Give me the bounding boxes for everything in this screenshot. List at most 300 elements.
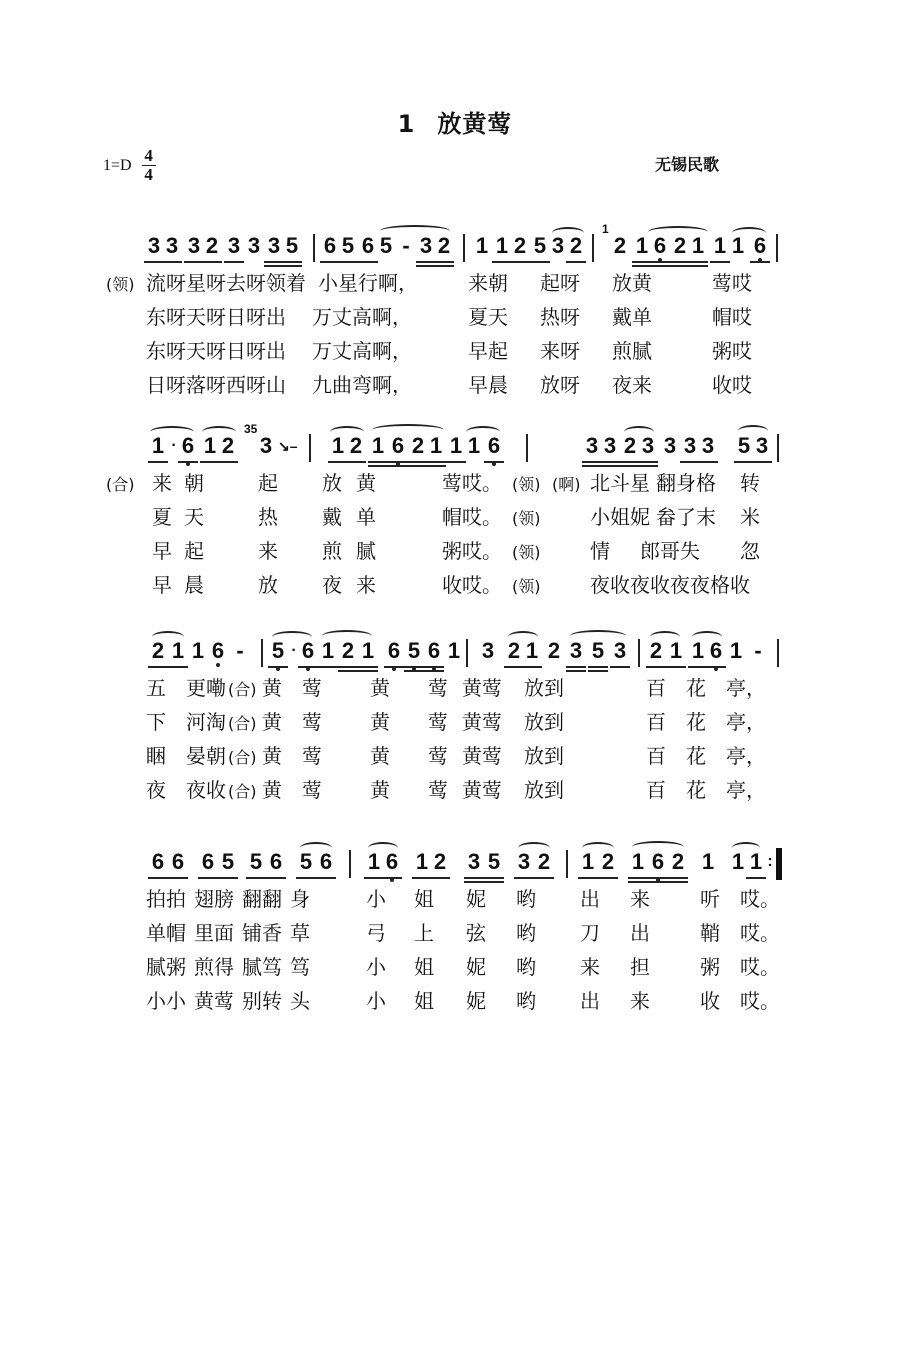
lyric-text: 更嘞 [186,676,226,700]
grace-note: 35 [244,422,258,436]
lyric-text: 煎腻 [612,339,652,363]
note: 6 [181,433,195,458]
lyric-text: 来呀 [540,339,580,363]
slur [518,842,550,854]
glissando-mark: ↘– [278,438,298,454]
lyric-text: 来 [580,955,600,979]
lyric-text: 黄 [370,744,390,768]
lyric-text: 戴单 [612,305,652,329]
lyric-text: 黄 [262,676,282,700]
low-octave-dot [656,878,660,882]
note: 5 [407,638,421,663]
lyric-text: 来 [258,539,278,563]
lyric-text: 放到 [524,744,564,768]
lyric-text: 妮 [466,887,486,911]
low-octave-dot [396,462,400,466]
note: 1 [371,433,385,458]
note: 1 [361,638,375,663]
lyric-text: 妮 [466,989,486,1013]
slur [570,630,626,642]
note: 3 [683,433,697,458]
lyric-verse-4 [0,777,910,803]
barline [777,434,779,462]
note: 3 [551,233,565,258]
barline [463,234,465,262]
lyric-text: 畚了末 [656,505,716,529]
notation-row [0,422,910,462]
note: 3 [267,233,281,258]
note: 3 [227,233,241,258]
lyric-text: 晏朝 [186,744,226,768]
lyric-text: 里面 [194,921,234,945]
lyric-text: 黄 [262,710,282,734]
note: 5 [285,233,299,258]
note: 2 [341,638,355,663]
part-marker: (领) [512,475,541,494]
note: 6 [211,638,225,663]
lyric-text: 早 [152,573,172,597]
barline [261,639,263,667]
lyric-text: 早起 [468,339,508,363]
lyric-text: 哟 [516,989,536,1013]
note: 1 [581,849,595,874]
low-octave-dot [216,663,220,667]
note: 1 [691,638,705,663]
lyric-text: 出 [580,989,600,1013]
part-marker: (领) [512,543,541,562]
lyric-text: 百 [646,676,666,700]
lyric-text: 小 [366,989,386,1013]
time-signature-bottom: 4 [144,165,153,184]
grace-note: 1 [602,222,609,236]
note: 6 [651,849,665,874]
note: 6 [171,849,185,874]
lyric-text: 翻翻 [242,887,282,911]
part-marker: (合) [228,782,257,801]
slur [738,425,768,437]
note: 1 [321,638,335,663]
lyric-text: 小小 [146,989,186,1013]
low-octave-dot [758,258,762,262]
lyric-text: 黄 [370,778,390,802]
note: 1 [495,233,509,258]
note: 6 [653,233,667,258]
lyric-text: 头 [290,989,310,1013]
low-octave-dot [306,667,310,671]
barline [526,434,528,462]
low-octave-dot [658,258,662,262]
lyric-text: 放到 [524,676,564,700]
note: 3 [259,433,273,458]
lyric-text: 夜 [322,573,342,597]
note: 1 [635,233,649,258]
low-octave-dot [714,667,718,671]
lyric-text: 哎。 [740,887,780,911]
lyric-verse-3 [0,743,910,769]
note: 1 [525,638,539,663]
note: 1 [449,433,463,458]
low-octave-dot [276,667,280,671]
lyric-text: 热 [258,505,278,529]
lyric-text: 笃 [290,955,310,979]
note: 1 [171,638,185,663]
lyric-text: 晨 [184,573,204,597]
lyric-text: 放到 [524,710,564,734]
note: 3 [165,233,179,258]
lyric-text: 小 [366,887,386,911]
lyric-text: 莺哎。 [442,471,502,495]
lyric-text: 听 [700,887,720,911]
song-number: 1 [397,110,416,138]
lyric-text: 河淘 [186,710,226,734]
note: 5 [379,233,393,258]
lyric-text: 莺 [302,778,322,802]
lyric-text: 黄莺 [194,989,234,1013]
barline [638,639,640,667]
lyric-text: 夏天 [468,305,508,329]
lyric-text: 百 [646,778,666,802]
lyric-text: 转 [740,471,760,495]
lyric-text: 莺 [302,744,322,768]
lyric-text: 亭， [726,710,766,734]
note: 2 [513,233,527,258]
low-octave-dot [390,878,394,882]
lyric-text: 睏 [146,744,166,768]
note: 1 [631,849,645,874]
note: 6 [385,849,399,874]
note: 2 [673,233,687,258]
note: 3 [147,233,161,258]
lyric-text: 起 [184,539,204,563]
lyric-text: 亭， [726,744,766,768]
note: 3 [701,433,715,458]
lyric-verse-4 [0,372,910,398]
lyric-text: 来朝 [468,271,508,295]
lyric-text: 莺 [302,676,322,700]
lyric-text: 亭， [726,676,766,700]
slur [732,227,766,239]
dot: · [171,437,177,454]
key-time-signature [103,148,156,183]
note: 2 [507,638,521,663]
note: 6 [201,849,215,874]
note: 3 [481,638,495,663]
note: 6 [319,849,333,874]
lyric-text: 粥哎 [712,339,752,363]
note: 1 [151,433,165,458]
lyric-text: 黄 [262,778,282,802]
slur [150,426,194,438]
note: 1 [713,233,727,258]
lyric-text: 铺香 [242,921,282,945]
lyric-text: 小姐妮 [590,505,650,529]
lyric-verse-3 [0,338,910,364]
note: 2 [437,233,451,258]
lyric-text: 鞘 [700,921,720,945]
barline [566,850,568,878]
lyric-text: 黄莺 [462,710,502,734]
lyric-verse-1 [0,675,910,701]
notation-row [0,627,910,667]
lyric-text: 五 [146,676,166,700]
lyric-text: 百 [646,744,666,768]
low-octave-dot [432,667,436,671]
lyric-text: 花 [686,744,706,768]
note: 1 [749,849,763,874]
lyric-text: 担 [630,955,650,979]
low-octave-dot [392,667,396,671]
slur [466,426,500,438]
lyric-verse-4 [0,572,910,598]
note: 2 [349,433,363,458]
note: 1 [447,638,461,663]
lyric-text: 戴 [322,505,342,529]
lyric-text: 黄 [356,471,376,495]
note: 2 [221,433,235,458]
note: 5 [487,849,501,874]
lyric-text: 哎。 [740,921,780,945]
note: 6 [387,638,401,663]
note: 5 [341,233,355,258]
note: 1 [691,233,705,258]
note: 3 [755,433,769,458]
lyric-text: 万丈高啊， [312,305,412,329]
barline [466,639,468,667]
lyric-text: 哟 [516,887,536,911]
note: 6 [709,638,723,663]
lyric-text: 下 [146,710,166,734]
note: 2 [601,849,615,874]
part-marker: (合) [228,748,257,767]
lyric-text: 翻身格 [656,471,716,495]
note: 2 [547,638,561,663]
lyric-text: 夜来 [612,373,652,397]
lyric-text: 莺 [428,710,448,734]
lyric-text: 夜 [146,778,166,802]
lyric-text: 粥哎。 [442,539,502,563]
lyric-text: 别转 [242,989,282,1013]
notation-row [0,222,910,262]
lyric-text: 夜收夜收夜夜格收 [590,573,750,597]
lyric-text: 黄 [370,676,390,700]
lyric-text: 帽哎。 [442,505,502,529]
lyric-text: 拍拍 [146,887,186,911]
lyric-text: 哟 [516,921,536,945]
low-octave-dot [412,667,416,671]
slur [372,424,444,436]
lyric-text: 夜收 [186,778,226,802]
note: 2 [411,433,425,458]
lyric-text: 黄 [262,744,282,768]
slur [624,426,654,438]
notation-row [0,838,910,878]
lyric-verse-4 [0,988,910,1014]
lyric-text: 收 [700,989,720,1013]
lyric-text: 翅膀 [194,887,234,911]
slur [648,226,708,238]
note: 6 [391,433,405,458]
note: 6 [753,233,767,258]
lyric-text: 收哎。 [442,573,502,597]
lyric-text: 放 [258,573,278,597]
note: 1 [731,849,745,874]
slur [368,842,398,854]
barline [592,234,594,262]
lyric-text: 出 [580,887,600,911]
lyric-text: 腻 [356,539,376,563]
lyric-text: 莺哎 [712,271,752,295]
note: 2 [671,849,685,874]
note: 1 [203,433,217,458]
lyric-text: 出 [630,921,650,945]
slur [632,841,684,853]
note: - [402,233,410,258]
note: 1 [367,849,381,874]
time-signature [142,148,156,183]
lyric-text: 朝 [184,471,204,495]
lyric-text: 黄莺 [462,676,502,700]
lyric-text: 妮 [466,955,486,979]
low-octave-dot [492,462,496,466]
lyric-text: 百 [646,710,666,734]
lyric-text: 亭， [726,778,766,802]
lyric-text: 花 [686,778,706,802]
note: 1 [729,638,743,663]
lyric-text: 小星行啊， [318,271,418,295]
slur [202,426,236,438]
lyric-text: 热呀 [540,305,580,329]
part-marker: (领) [512,509,541,528]
lyric-text: 姐 [414,989,434,1013]
barline [309,434,311,462]
lyric-text: 莺 [428,744,448,768]
lyric-text: 腻粥 [146,955,186,979]
lyric-text: 忽 [740,539,760,563]
note: 5 [299,849,313,874]
lyric-verse-1 [0,470,910,496]
note: 5 [533,233,547,258]
note: 3 [613,638,627,663]
song-name: 放黄莺 [437,110,513,138]
lyric-text: 黄莺 [462,778,502,802]
note: 5 [737,433,751,458]
lyric-verse-2 [0,709,910,735]
lyric-verse-3 [0,954,910,980]
note: 3 [467,849,481,874]
lyric-text: 刀 [580,921,600,945]
lyric-text: 弦 [466,921,486,945]
note: - [236,638,244,663]
part-marker: (领) [512,577,541,596]
part-marker: (领) [106,275,135,294]
slur [552,227,584,239]
dot: · [291,642,297,659]
lyric-text: 莺 [428,676,448,700]
lyric-text: 东呀天呀日呀出 [146,339,286,363]
lyric-text: 情 [590,539,610,563]
repeat-colon: : [767,853,773,870]
lyric-verse-1 [0,270,910,296]
note: 2 [613,233,627,258]
note: 3 [585,433,599,458]
note: 2 [205,233,219,258]
song-title [0,104,910,139]
lyric-text: 九曲弯啊， [312,373,412,397]
note: 2 [649,638,663,663]
lyric-verse-2 [0,504,910,530]
lyric-text: 来 [630,989,650,1013]
note: 1 [467,433,481,458]
note: 1 [191,638,205,663]
note: 6 [487,433,501,458]
lyric-text: 帽哎 [712,305,752,329]
slur [582,842,614,854]
note: 2 [537,849,551,874]
lyric-text: 米 [740,505,760,529]
barline [349,850,351,878]
lyric-text: 日呀落呀西呀山 [146,373,286,397]
lyric-text: 煎得 [194,955,234,979]
lyric-text: 腻笃 [242,955,282,979]
note: 6 [151,849,165,874]
note: 1 [475,233,489,258]
slur [380,225,450,237]
part-marker: (啊) [552,475,581,494]
part-marker: (合) [228,714,257,733]
lyric-text: 草 [290,921,310,945]
note: 3 [517,849,531,874]
note: 3 [569,638,583,663]
slur [650,631,680,643]
lyric-text: 黄 [370,710,390,734]
lyric-text: 哎。 [740,989,780,1013]
slur [300,842,332,854]
slur [732,842,760,854]
lyric-text: 放黄 [612,271,652,295]
repeat-end-barline [776,848,782,880]
note: 1 [701,849,715,874]
lyric-text: 哎。 [740,955,780,979]
note: 6 [361,233,375,258]
lyric-verse-2 [0,920,910,946]
slur [272,631,312,643]
lyric-verse-1 [0,886,910,912]
low-octave-dot [186,462,190,466]
lyric-text: 上 [414,921,434,945]
note: 5 [249,849,263,874]
note: 2 [623,433,637,458]
lyric-text: 东呀天呀日呀出 [146,305,286,329]
note: 3 [247,233,261,258]
lyric-text: 弓 [366,921,386,945]
time-signature-top: 4 [144,146,153,165]
lyric-text: 来 [152,471,172,495]
lyric-text: 来 [630,887,650,911]
lyric-text: 莺 [302,710,322,734]
slur [330,426,364,438]
note: - [754,638,762,663]
lyric-text: 煎 [322,539,342,563]
slur [322,630,372,642]
note: 3 [603,433,617,458]
lyric-text: 莺 [428,778,448,802]
lyric-text: 北斗星 [590,471,650,495]
note: 6 [301,638,315,663]
lyric-text: 姐 [414,955,434,979]
lyric-text: 花 [686,710,706,734]
song-origin: 无锡民歌 [655,155,720,174]
lyric-text: 单 [356,505,376,529]
